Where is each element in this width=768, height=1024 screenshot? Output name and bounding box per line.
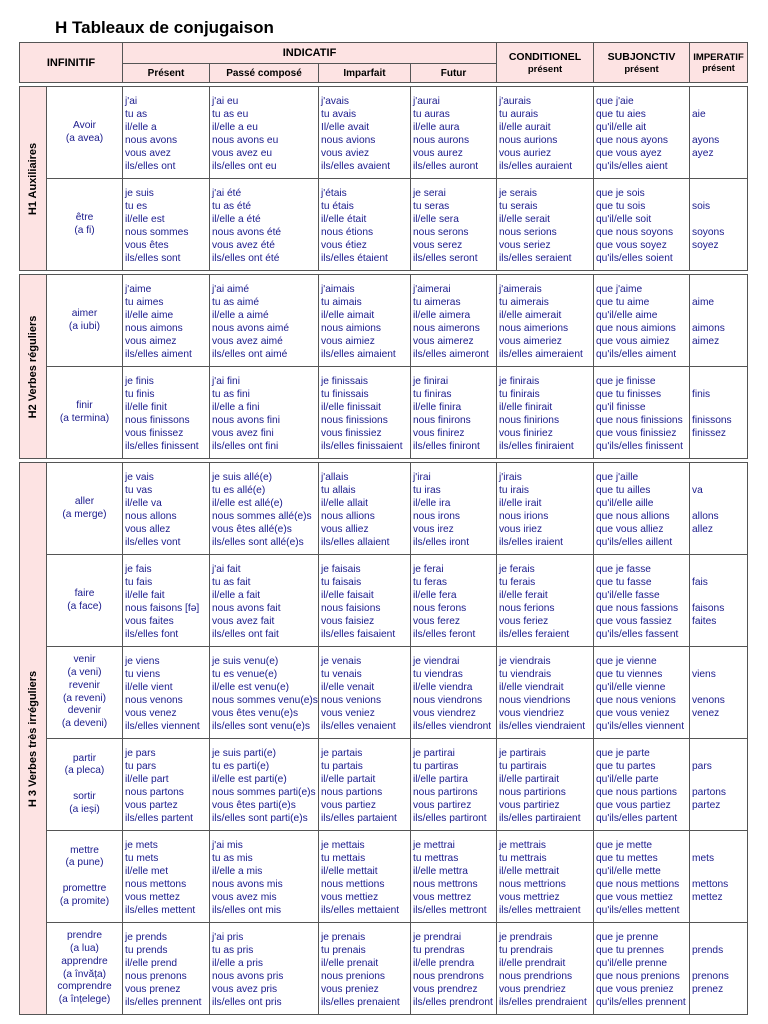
infinitive-finir: finir (a termina): [47, 367, 123, 459]
conditionel-partir: je partirais tu partirais il/elle partirait nous partirions vous partiriez ils/elles partiraient: [497, 739, 594, 831]
verb-row-venir: [20, 647, 748, 739]
passe-aller: je suis allé(e) tu es allé(e) il/elle est allé(e) nous sommes allé(e)s vous êtes allé(e)s ils/elles sont allé(e)s: [210, 463, 319, 555]
conditionel-etre: je serais tu serais il/elle serait nous serions vous seriez ils/elles seraient: [497, 179, 594, 271]
conditionel-aimer: j'aimerais tu aimerais il/elle aimerait nous aimerions vous aimeriez ils/elles aimeraient: [497, 275, 594, 367]
infinitive-avoir: Avoir (a avea): [47, 87, 123, 179]
subjonctiv-partir: que je parte que tu partes qu'il/elle parte que nous partions que vous partiez qu'ils/elles partent: [594, 739, 690, 831]
header-subjonctiv: [594, 43, 690, 83]
header-indicatif: INDICATIF: [123, 43, 497, 64]
infinitive-partir: partir (a pleca) sortir (a ieși): [47, 739, 123, 831]
page-title: H Tableaux de conjugaison: [55, 18, 274, 37]
imperatif-venir: viens venons venez: [690, 647, 748, 739]
verb-row-faire: [20, 555, 748, 647]
header-imperatif: [690, 43, 748, 83]
imparfait-mettre: je mettais tu mettais il/elle mettait nous mettions vous mettiez ils/elles mettaient: [319, 831, 411, 923]
imperatif-mettre: mets mettons mettez: [690, 831, 748, 923]
imperatif-aimer: aime aimons aimez: [690, 275, 748, 367]
header-subjonctiv-label: SUBJONCTIV: [607, 50, 676, 63]
imperatif-aller: va allons allez: [690, 463, 748, 555]
subjonctiv-aller: que j'aille que tu ailles qu'il/elle aille que nous allions que vous alliez qu'ils/elles aillent: [594, 463, 690, 555]
imparfait-etre: j'étais tu étais il/elle était nous étions vous étiez ils/elles étaient: [319, 179, 411, 271]
infinitive-prendre: prendre (a lua) apprendre (a învăța) comprendre (a înțelege): [47, 923, 123, 1015]
header-conditionel-label: CONDITIONEL: [508, 50, 582, 63]
subjonctiv-etre: que je sois que tu sois qu'il/elle soit que nous soyons que vous soyez qu'ils/elles soient: [594, 179, 690, 271]
conditionel-aller: j'irais tu irais il/elle irait nous irions vous iriez ils/elles iraient: [497, 463, 594, 555]
imperatif-faire: fais faisons faites: [690, 555, 748, 647]
futur-venir: je viendrai tu viendras il/elle viendra nous viendrons vous viendrez ils/elles viendront: [411, 647, 497, 739]
futur-prendre: je prendrai tu prendras il/elle prendra nous prendrons vous prendrez ils/elles prendront: [411, 923, 497, 1015]
present-aller: je vais tu vas il/elle va nous allons vous allez ils/elles vont: [123, 463, 210, 555]
conditionel-venir: je viendrais tu viendrais il/elle viendrait nous viendrions vous viendriez ils/elles viendraient: [497, 647, 594, 739]
passe-avoir: j'ai eu tu as eu il/elle a eu nous avons eu vous avez eu ils/elles ont eu: [210, 87, 319, 179]
present-aimer: j'aime tu aimes il/elle aime nous aimons vous aimez ils/elles aiment: [123, 275, 210, 367]
conditionel-mettre: je mettrais tu mettrais il/elle mettrait nous mettrions vous mettriez ils/elles mettraient: [497, 831, 594, 923]
verb-row-prendre: [20, 923, 748, 1015]
section-h1-label: H1 Auxiliaires: [27, 142, 39, 215]
passe-partir: je suis parti(e) tu es parti(e) il/elle est parti(e) nous sommes parti(e)s vous êtes parti(e)s ils/elles sont parti(e)s: [210, 739, 319, 831]
passe-finir: j'ai fini tu as fini il/elle a fini nous avons fini vous avez fini ils/elles ont fini: [210, 367, 319, 459]
imperatif-finir: finis finissons finissez: [690, 367, 748, 459]
present-faire: je fais tu fais il/elle fait nous faisons [fə] vous faites ils/elles font: [123, 555, 210, 647]
present-mettre: je mets tu mets il/elle met nous mettons vous mettez ils/elles mettent: [123, 831, 210, 923]
conjugation-table: [19, 42, 748, 1015]
header-imperatif-label: IMPERATIF: [693, 51, 744, 63]
imperatif-prendre: prends prenons prenez: [690, 923, 748, 1015]
header-passe-compose: Passé composé: [210, 64, 319, 83]
imparfait-finir: je finissais tu finissais il/elle finissait nous finissions vous finissiez ils/elles finissaient: [319, 367, 411, 459]
imparfait-aller: j'allais tu allais il/elle allait nous allions vous alliez ils/elles allaient: [319, 463, 411, 555]
header-present: Présent: [123, 64, 210, 83]
subjonctiv-finir: que je finisse que tu finisses qu'il finisse que nous finissions que vous finissiez qu'ils/elles finissent: [594, 367, 690, 459]
section-h1: [20, 87, 47, 271]
imparfait-avoir: j'avais tu avais Il/elle avait nous avions vous aviez ils/elles avaient: [319, 87, 411, 179]
subjonctiv-avoir: que j'aie que tu aies qu'il/elle ait que nous ayons que vous ayez qu'ils/elles aient: [594, 87, 690, 179]
imparfait-aimer: j'aimais tu aimais il/elle aimait nous aimions vous aimiez ils/elles aimaient: [319, 275, 411, 367]
present-finir: je finis tu finis il/elle finit nous finissons vous finissez ils/elles finissent: [123, 367, 210, 459]
present-avoir: j'ai tu as il/elle a nous avons vous avez ils/elles ont: [123, 87, 210, 179]
present-partir: je pars tu pars il/elle part nous partons vous partez ils/elles partent: [123, 739, 210, 831]
futur-aimer: j'aimerai tu aimeras il/elle aimera nous aimerons vous aimerez ils/elles aimeront: [411, 275, 497, 367]
verb-row-etre: [20, 179, 748, 271]
imparfait-faire: je faisais tu faisais il/elle faisait nous faisions vous faisiez ils/elles faisaient: [319, 555, 411, 647]
futur-etre: je serai tu seras il/elle sera nous serons vous serez ils/elles seront: [411, 179, 497, 271]
infinitive-aller: aller (a merge): [47, 463, 123, 555]
section-h3: [20, 463, 47, 1015]
imperatif-avoir: aie ayons ayez: [690, 87, 748, 179]
imparfait-prendre: je prenais tu prenais il/elle prenait nous prenions vous preniez ils/elles prenaient: [319, 923, 411, 1015]
verb-row-aimer: [20, 275, 748, 367]
futur-finir: je finirai tu finiras il/elle finira nous finirons vous finirez ils/elles finiront: [411, 367, 497, 459]
verb-row-aller: [20, 463, 748, 555]
header-subjonctiv-sub: présent: [624, 63, 659, 75]
passe-etre: j'ai été tu as été il/elle a été nous avons été vous avez été ils/elles ont été: [210, 179, 319, 271]
section-h2-label: H2 Verbes réguliers: [27, 315, 39, 418]
passe-aimer: j'ai aimé tu as aimé il/elle a aimé nous avons aimé vous avez aimé ils/elles ont aimé: [210, 275, 319, 367]
section-h3-label: H 3 Verbes très irréguliers: [27, 670, 39, 807]
infinitive-mettre: mettre (a pune) promettre (a promite): [47, 831, 123, 923]
subjonctiv-mettre: que je mette que tu mettes qu'il/elle mette que nous mettions que vous mettiez qu'ils/elles mettent: [594, 831, 690, 923]
verb-row-mettre: [20, 831, 748, 923]
present-venir: je viens tu viens il/elle vient nous venons vous venez ils/elles viennent: [123, 647, 210, 739]
header-infinitif: INFINITIF: [20, 43, 123, 83]
futur-avoir: j'aurai tu auras il/elle aura nous aurons vous aurez ils/elles auront: [411, 87, 497, 179]
subjonctiv-prendre: que je prenne que tu prennes qu'il/elle prenne que nous prenions que vous preniez qu'ils/elles prennent: [594, 923, 690, 1015]
imparfait-venir: je venais tu venais il/elle venait nous venions vous veniez ils/elles venaient: [319, 647, 411, 739]
futur-partir: je partirai tu partiras il/elle partira nous partirons vous partirez ils/elles partiront: [411, 739, 497, 831]
futur-mettre: je mettrai tu mettras il/elle mettra nous mettrons vous mettrez ils/elles mettront: [411, 831, 497, 923]
infinitive-etre: être (a fi): [47, 179, 123, 271]
conditionel-prendre: je prendrais tu prendrais il/elle prendrait nous prendrions vous prendriez ils/elles prendraient: [497, 923, 594, 1015]
subjonctiv-aimer: que j'aime que tu aime qu'il/elle aime que nous aimions que vous aimiez qu'ils/elles aiment: [594, 275, 690, 367]
infinitive-faire: faire (a face): [47, 555, 123, 647]
header-futur: Futur: [411, 64, 497, 83]
infinitive-venir: venir (a veni) revenir (a reveni) devenir (a deveni): [47, 647, 123, 739]
header-conditionel-sub: présent: [527, 63, 563, 75]
header-conditionel: [497, 43, 594, 83]
present-etre: je suis tu es il/elle est nous sommes vous êtes ils/elles sont: [123, 179, 210, 271]
imparfait-partir: je partais tu partais il/elle partait nous partions vous partiez ils/elles partaient: [319, 739, 411, 831]
imperatif-etre: sois soyons soyez: [690, 179, 748, 271]
futur-aller: j'irai tu iras il/elle ira nous irons vous irez ils/elles iront: [411, 463, 497, 555]
conditionel-faire: je ferais tu ferais il/elle ferait nous ferions vous feriez ils/elles feraient: [497, 555, 594, 647]
passe-venir: je suis venu(e) tu es venue(e) il/elle est venu(e) nous sommes venu(e)s vous êtes venu(e)s ils/elles sont venu(e)s: [210, 647, 319, 739]
passe-prendre: j'ai pris tu as pris il/elle a pris nous avons pris vous avez pris ils/elles ont pris: [210, 923, 319, 1015]
verb-row-finir: [20, 367, 748, 459]
verb-row-partir: [20, 739, 748, 831]
conditionel-avoir: j'aurais tu aurais il/elle aurait nous aurions vous auriez ils/elles auraient: [497, 87, 594, 179]
futur-faire: je ferai tu feras il/elle fera nous ferons vous ferez ils/elles feront: [411, 555, 497, 647]
passe-mettre: j'ai mis tu as mis il/elle a mis nous avons mis vous avez mis ils/elles ont mis: [210, 831, 319, 923]
header-imperatif-sub: présent: [702, 62, 735, 73]
section-h2: [20, 275, 47, 459]
subjonctiv-faire: que je fasse que tu fasse qu'il/elle fasse que nous fassions que vous fassiez qu'ils/elles fassent: [594, 555, 690, 647]
passe-faire: j'ai fait tu as fait il/elle a fait nous avons fait vous avez fait ils/elles ont fait: [210, 555, 319, 647]
present-prendre: je prends tu prends il/elle prend nous prenons vous prenez ils/elles prennent: [123, 923, 210, 1015]
subjonctiv-venir: que je vienne que tu viennes qu'il/elle vienne que nous venions que vous veniez qu'ils/elles viennent: [594, 647, 690, 739]
header-imparfait: Imparfait: [319, 64, 411, 83]
verb-row-avoir: [20, 87, 748, 179]
imperatif-partir: pars partons partez: [690, 739, 748, 831]
conditionel-finir: je finirais tu finirais il/elle finirait nous finirions vous finiriez ils/elles finiraient: [497, 367, 594, 459]
infinitive-aimer: aimer (a iubi): [47, 275, 123, 367]
